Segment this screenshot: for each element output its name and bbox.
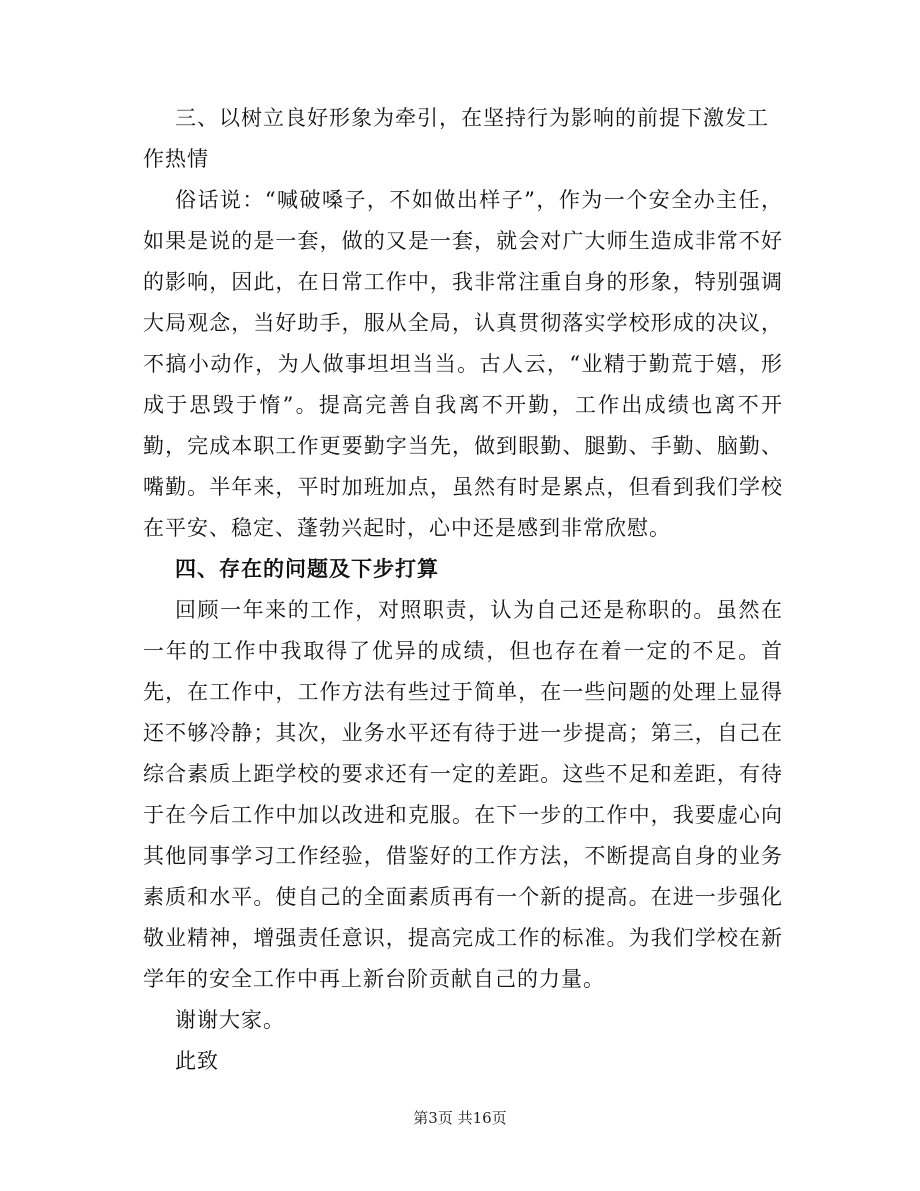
document-body [143, 98, 783, 1082]
section-heading-3: 三、以树立良好形象为牵引，在坚持行为影响的前提下激发工作热情 [143, 106, 769, 171]
closing-line: 此致 [175, 1049, 219, 1073]
page-number-footer: 第3页 共16页 [413, 1109, 507, 1127]
thanks-line: 谢谢大家。 [175, 1008, 285, 1032]
paragraph-problems-and-plans: 回顾一年来的工作，对照职责，认为自己还是称职的。虽然在一年的工作中我取得了优异的成绩，但也存在着一定的不足。首先，在工作中，工作方法有些过于简单，在一些问题的处理上显得还不够冷静；其次，业务水平还有待于进一步提高；第三，自己在综合素质上距学校的要求还有一定的差距。这些不足和差距，有待于在今后工作中加以改进和克服。在下一步的工作中，我要虚心向其他同事学习工作经验，借鉴好的工作方法，不断提高自身的业务素质和水平。使自己的全面素质再有一个新的提高。在进一步强化敬业精神，增强责任意识，提高完成工作的标准。为我们学校在新学年的安全工作中再上新台阶贡献自己的力量。 [143, 598, 783, 991]
section-heading-4: 四、存在的问题及下步打算 [175, 557, 439, 581]
paragraph-image-building: 俗话说：“喊破嗓子，不如做出样子”，作为一个安全办主任，如果是说的是一套，做的又是一套，就会对广大师生造成非常不好的影响，因此，在日常工作中，我非常注重自身的形象，特别强调大局观念，当好助手，服从全局，认真贯彻落实学校形成的决议，不搞小动作，为人做事坦坦当当。古人云，“业精于勤荒于嬉，形成于思毁于惰”。提高完善自我离不开勤，工作出成绩也离不开勤，完成本职工作更要勤字当先，做到眼勤、腿勤、手勤、脑勤、嘴勤。半年来，平时加班加点，虽然有时是累点，但看到我们学校在平安、稳定、蓬勃兴起时，心中还是感到非常欣慰。 [143, 188, 783, 540]
